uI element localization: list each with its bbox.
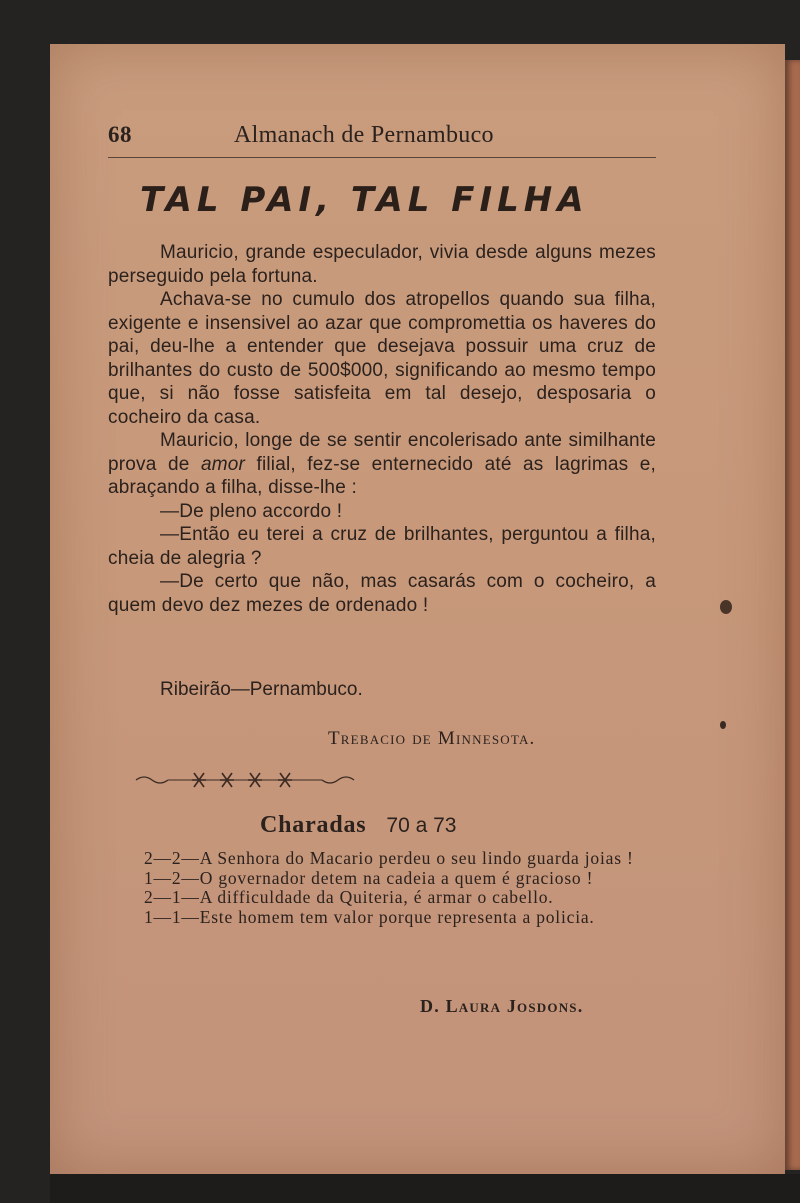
story-author: Trebacio de Minnesota. xyxy=(328,728,536,749)
charadas-title: Charadas xyxy=(260,812,367,838)
charada-item: 2—2—A Senhora do Macario perdeu o seu lindo guarda joias ! xyxy=(144,848,634,868)
paper-speck xyxy=(720,600,732,614)
running-title: Almanach de Pernambuco xyxy=(234,122,494,148)
dialogue-line: —De pleno accordo ! xyxy=(160,500,343,522)
charadas-list xyxy=(108,849,656,927)
page-number: 68 xyxy=(108,122,132,147)
charada-item: 1—2—O governador detem na cadeia a quem é gracioso ! xyxy=(144,867,594,888)
book-page xyxy=(50,44,785,1174)
story-body xyxy=(108,241,656,617)
emphasized-word: amor xyxy=(200,453,246,475)
page-content xyxy=(50,44,785,1174)
story-paragraph: Mauricio, grande especulador, vivia desde alguns mezes perseguido pela fortuna. xyxy=(108,242,656,287)
ornament-divider xyxy=(134,768,359,792)
charada-item: 1—1—Este homem tem valor porque representa a policia. xyxy=(144,906,595,927)
paper-speck xyxy=(720,721,726,729)
background-strip xyxy=(50,1174,800,1203)
next-page-edge xyxy=(785,60,800,1170)
dialogue-line: —Então eu terei a cruz de brilhantes, perguntou a filha, cheia de alegria ? xyxy=(108,524,656,569)
story-text: filial, fez-se enternecido até as lagrimas e, abraçando a filha, disse-lhe : xyxy=(108,453,657,498)
charadas-range: 70 a 73 xyxy=(386,814,457,837)
charada-item: 2—1—A difficuldade da Quiteria, é armar o cabello. xyxy=(144,887,554,907)
story-text: Mauricio, longe de se sentir encolerisado ante similhante prova de xyxy=(108,430,656,475)
story-paragraph: Achava-se no cumulo dos atropellos quando sua filha, exigente e insensivel ao azar que compromettia os haveres do pai, deu-lhe a entender que desejava possuir uma cruz de brilhantes do custo de 500$000, significando ao mesmo tempo que, si não fosse satisfeita em tal desejo, desposaria o cocheiro da casa. xyxy=(108,289,656,428)
charadas-author: D. Laura Josdons. xyxy=(420,996,584,1016)
header-rule xyxy=(108,157,656,158)
story-paragraph xyxy=(108,429,656,500)
dialogue-line: —De certo que não, mas casarás com o cocheiro, a quem devo dez mezes de ordenado ! xyxy=(108,571,656,616)
charadas-heading xyxy=(260,812,457,839)
story-title: TAL PAI, TAL FILHA xyxy=(140,180,589,220)
story-place: Ribeirão—Pernambuco. xyxy=(160,679,363,700)
page-header xyxy=(108,122,658,158)
